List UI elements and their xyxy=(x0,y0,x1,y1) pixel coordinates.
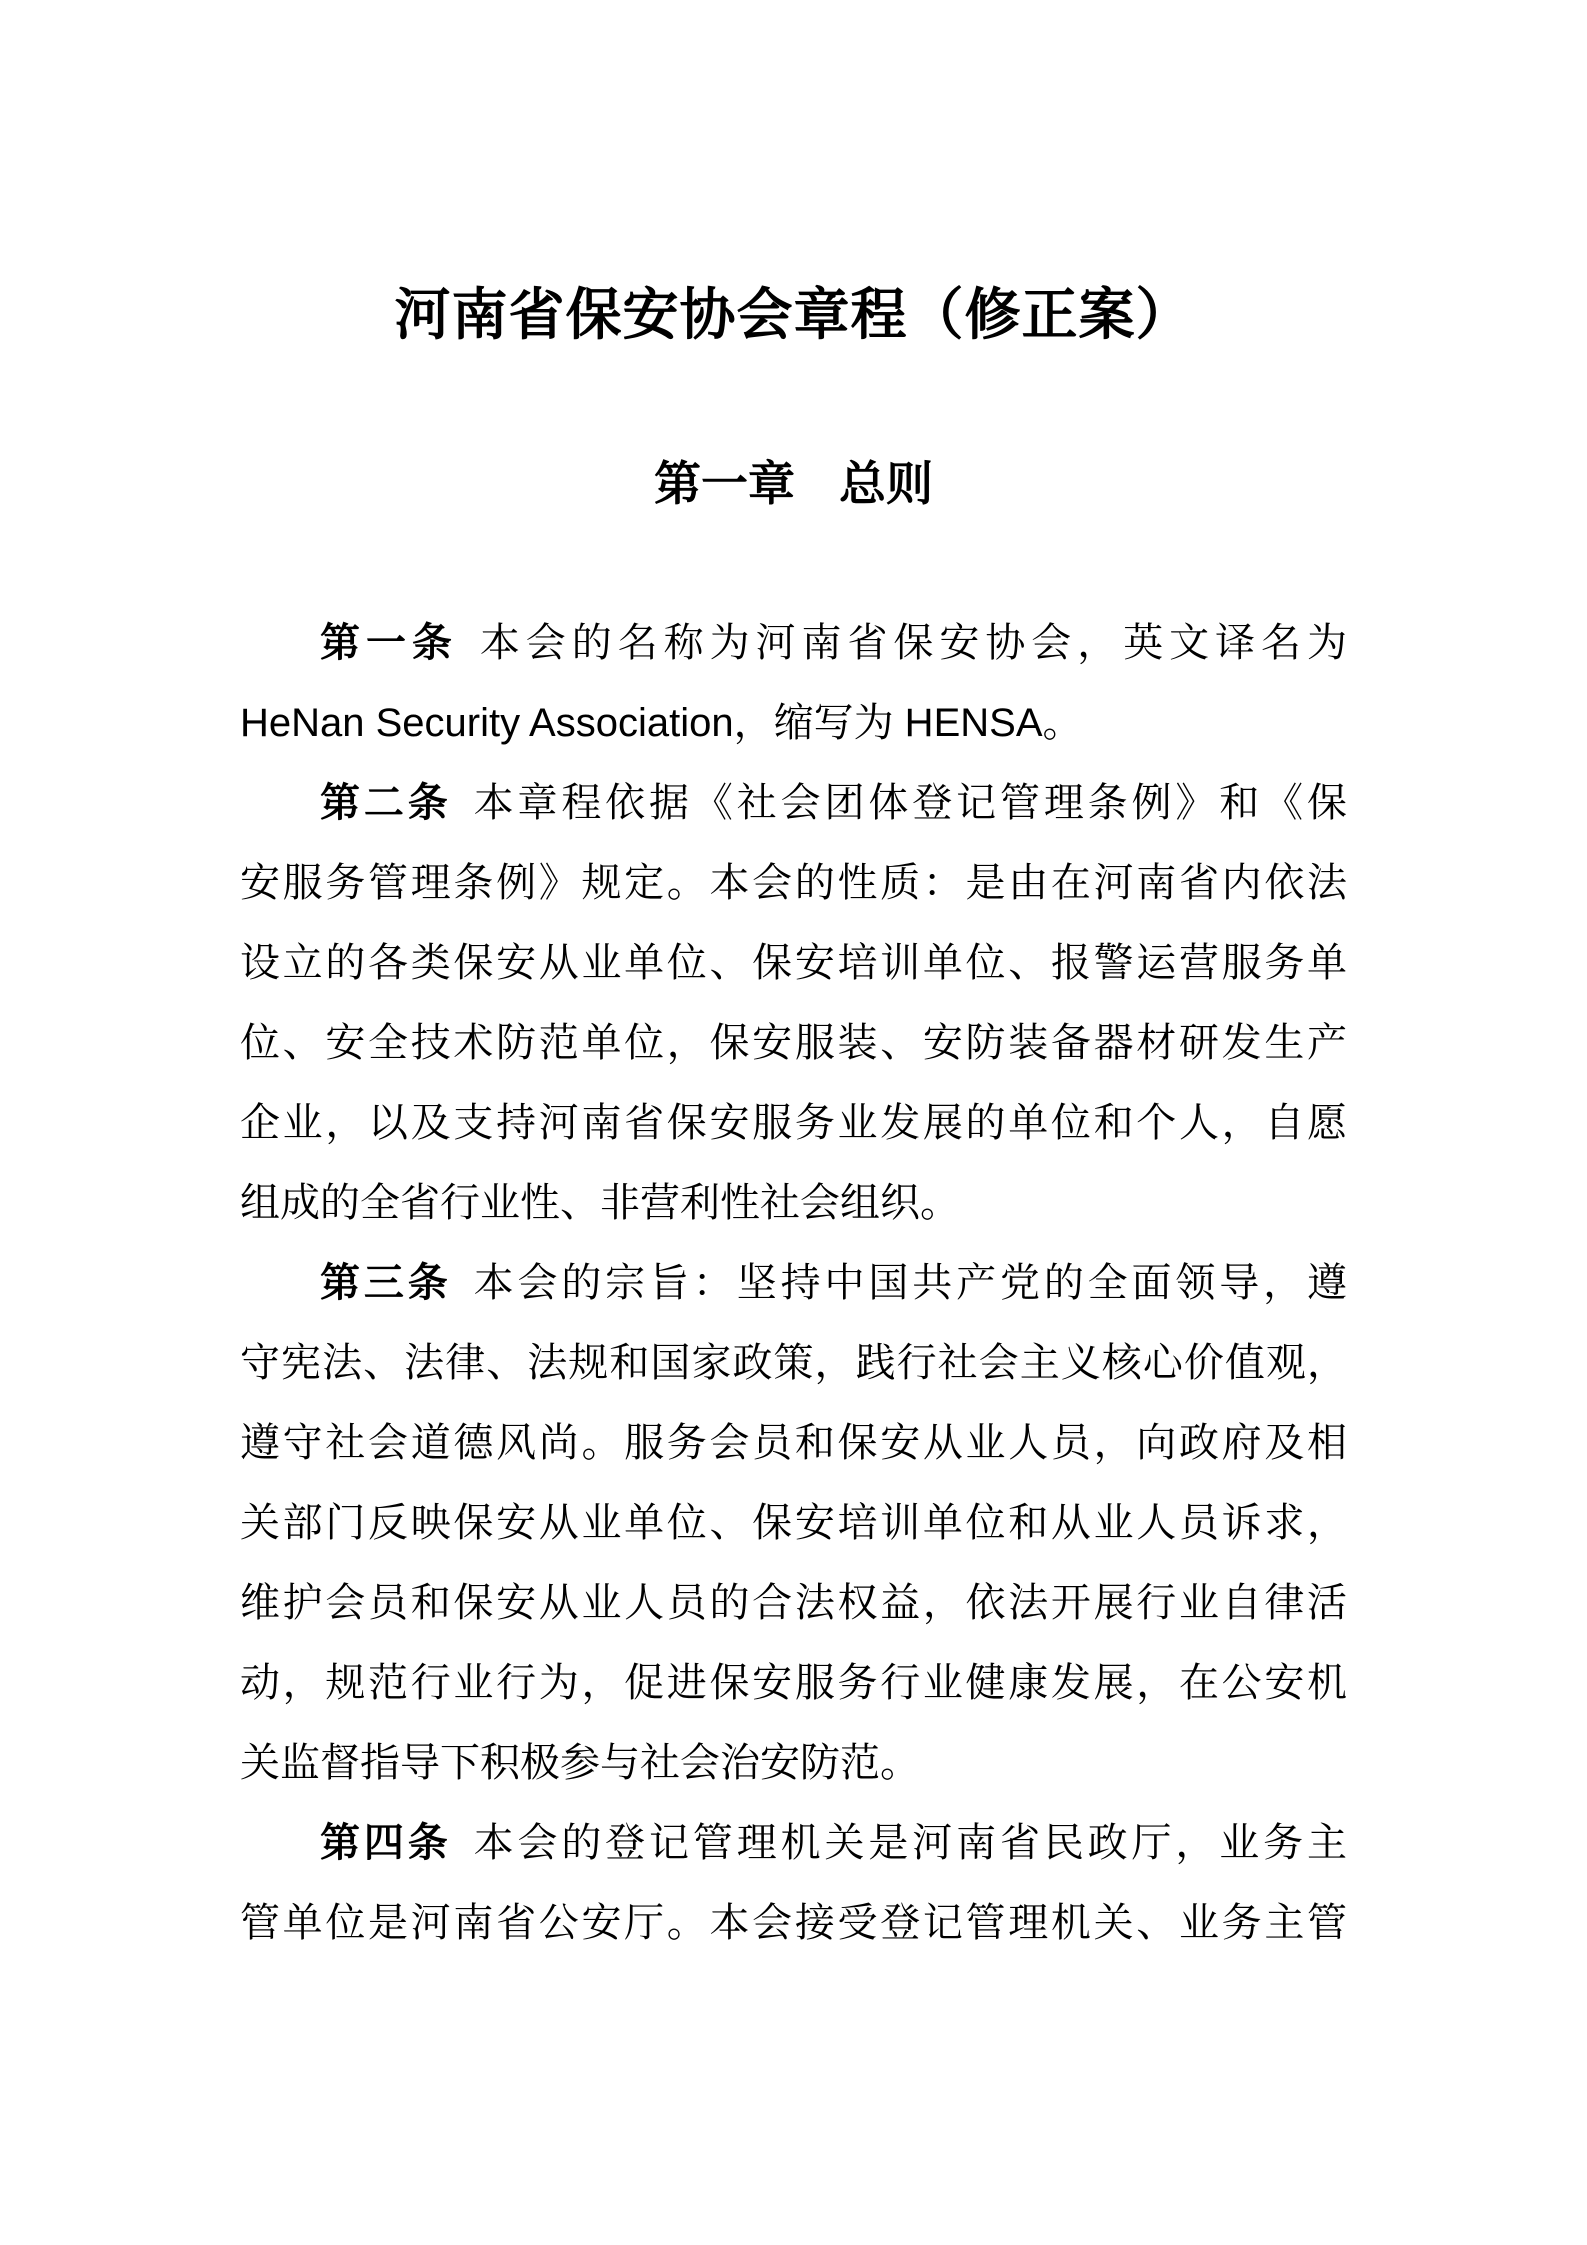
chapter-heading xyxy=(240,457,1347,510)
line-text: 动，规范行业行为，促进保安服务行业健康发展，在公安机 xyxy=(240,1661,1347,1705)
article-paragraph xyxy=(240,1243,1347,1803)
body-line xyxy=(240,683,1347,763)
body-line xyxy=(240,1643,1347,1723)
body-line xyxy=(240,1403,1347,1483)
document-body xyxy=(240,603,1347,1963)
line-text: 企业，以及支持河南省保安服务业发展的单位和个人，自愿 xyxy=(240,1101,1347,1145)
line-text: 管单位是河南省公安厅。本会接受登记管理机关、业务主管 xyxy=(240,1901,1347,1945)
body-line xyxy=(240,1483,1347,1563)
article-paragraph xyxy=(240,603,1347,763)
line-text: 安服务管理条例》规定。本会的性质：是由在河南省内依法 xyxy=(240,861,1347,905)
line-text: 关监督指导下积极参与社会治安防范。 xyxy=(240,1741,920,1785)
article-number-label: 第二条 xyxy=(320,781,452,825)
line-text: 守宪法、法律、法规和国家政策，践行社会主义核心价值观， xyxy=(240,1341,1347,1385)
line-text: HeNan Security Association，缩写为 HENSA。 xyxy=(240,701,1083,745)
line-text: 位、安全技术防范单位，保安服装、安防装备器材研发生产 xyxy=(240,1021,1347,1065)
line-text: 遵守社会道德风尚。服务会员和保安从业人员，向政府及相 xyxy=(240,1421,1347,1465)
body-line xyxy=(240,1563,1347,1643)
article-paragraph xyxy=(240,763,1347,1243)
article-number-label: 第三条 xyxy=(320,1261,452,1305)
document-title: 河南省保安协会章程（修正案） xyxy=(394,283,1193,346)
line-text: 关部门反映保安从业单位、保安培训单位和从业人员诉求， xyxy=(240,1501,1347,1545)
body-line xyxy=(240,1803,1347,1883)
body-line xyxy=(240,923,1347,1003)
body-line xyxy=(240,1243,1347,1323)
body-line xyxy=(240,1883,1347,1963)
line-text: 维护会员和保安从业人员的合法权益，依法开展行业自律活 xyxy=(240,1581,1347,1625)
body-line xyxy=(240,1323,1347,1403)
article-paragraph xyxy=(240,1803,1347,1963)
line-text: 本会的名称为河南省保安协会，英文译名为 xyxy=(479,621,1347,665)
body-line xyxy=(240,1083,1347,1163)
line-text: 本会的登记管理机关是河南省民政厅，业务主 xyxy=(473,1821,1347,1865)
line-text: 本章程依据《社会团体登记管理条例》和《保 xyxy=(473,781,1347,825)
line-text: 组成的全省行业性、非营利性社会组织。 xyxy=(240,1181,960,1225)
line-text: 设立的各类保安从业单位、保安培训单位、报警运营服务单 xyxy=(240,941,1347,985)
chapter-number: 第一章 xyxy=(654,457,795,510)
document-content xyxy=(240,0,1347,1963)
article-number-label: 第四条 xyxy=(320,1821,452,1865)
body-line xyxy=(240,603,1347,683)
article-number-label: 第一条 xyxy=(320,621,458,665)
body-line xyxy=(240,1163,1347,1243)
body-line xyxy=(240,843,1347,923)
body-line xyxy=(240,763,1347,843)
line-text: 本会的宗旨：坚持中国共产党的全面领导，遵 xyxy=(473,1261,1347,1305)
chapter-title: 总则 xyxy=(839,457,933,510)
body-line xyxy=(240,1003,1347,1083)
body-line xyxy=(240,1723,1347,1803)
